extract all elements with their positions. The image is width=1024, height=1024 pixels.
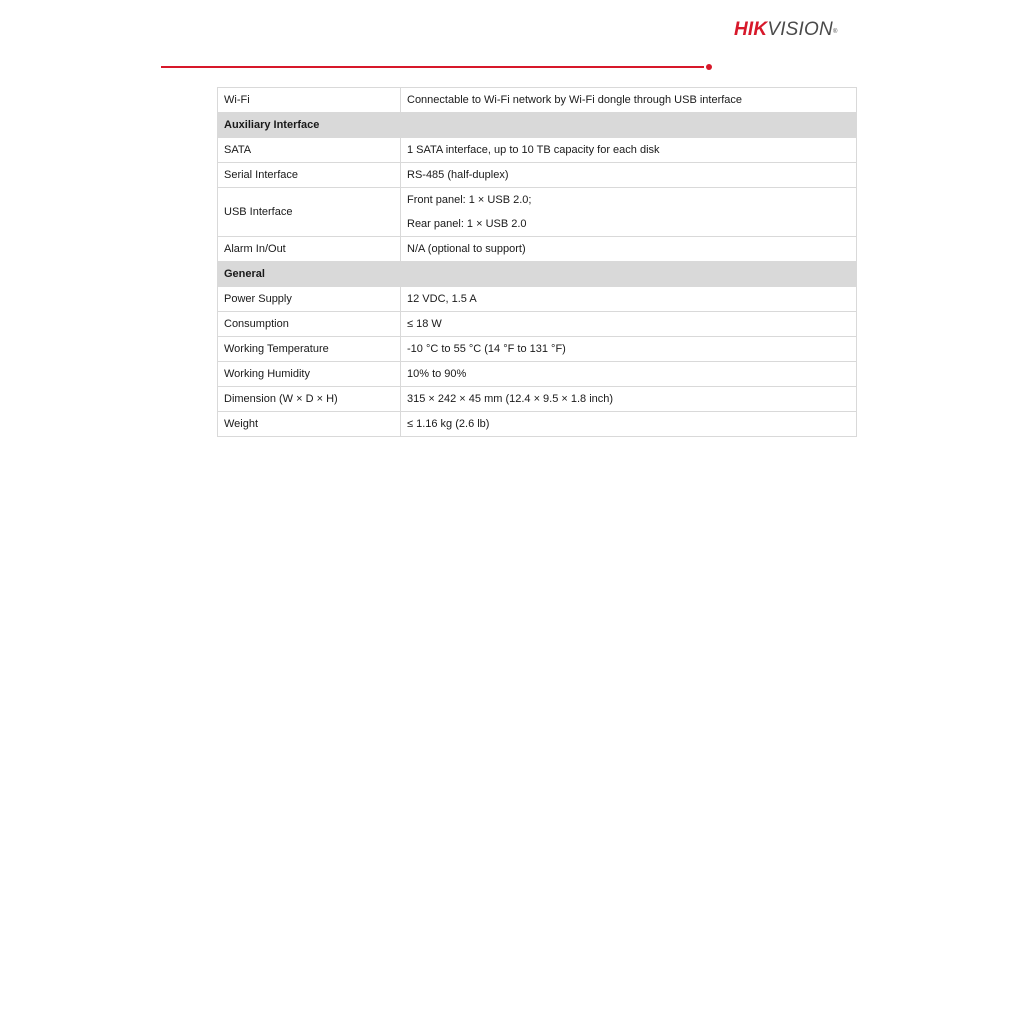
brand-logo-vision: VISION <box>767 19 833 40</box>
spec-value-multiline <box>401 188 857 237</box>
spec-row-wifi <box>218 88 857 113</box>
spec-label: Power Supply <box>218 287 401 312</box>
spec-value: 1 SATA interface, up to 10 TB capacity for each disk <box>401 138 857 163</box>
section-header-auxiliary <box>218 113 857 138</box>
spec-row-power <box>218 287 857 312</box>
spec-row-alarm <box>218 237 857 262</box>
spec-row-usb <box>218 188 857 237</box>
spec-value: ≤ 18 W <box>401 312 857 337</box>
spec-label: Consumption <box>218 312 401 337</box>
header-divider-dot <box>706 64 712 70</box>
spec-label: Alarm In/Out <box>218 237 401 262</box>
spec-value: Connectable to Wi-Fi network by Wi-Fi dongle through USB interface <box>401 88 857 113</box>
spec-value-front: Front panel: 1 × USB 2.0; <box>407 194 532 206</box>
spec-row-consumption <box>218 312 857 337</box>
spec-row-serial <box>218 163 857 188</box>
spec-row-humidity <box>218 362 857 387</box>
spec-value: 12 VDC, 1.5 A <box>401 287 857 312</box>
spec-value: 315 × 242 × 45 mm (12.4 × 9.5 × 1.8 inch) <box>401 387 857 412</box>
spec-row-weight <box>218 412 857 437</box>
spec-value: N/A (optional to support) <box>401 237 857 262</box>
spec-row-temperature <box>218 337 857 362</box>
spec-label: Weight <box>218 412 401 437</box>
spec-label: Wi-Fi <box>218 88 401 113</box>
spec-label: Working Temperature <box>218 337 401 362</box>
spec-value: -10 °C to 55 °C (14 °F to 131 °F) <box>401 337 857 362</box>
brand-logo-hik: HIK <box>734 19 768 40</box>
spec-row-sata <box>218 138 857 163</box>
registered-mark: ® <box>832 29 838 35</box>
spec-row-dimension <box>218 387 857 412</box>
section-header-general <box>218 262 857 287</box>
spec-value: ≤ 1.16 kg (2.6 lb) <box>401 412 857 437</box>
spec-label: SATA <box>218 138 401 163</box>
spec-label: Working Humidity <box>218 362 401 387</box>
section-title: Auxiliary Interface <box>218 113 857 138</box>
spec-label: Serial Interface <box>218 163 401 188</box>
spec-value: RS-485 (half-duplex) <box>401 163 857 188</box>
brand-logo <box>734 18 838 42</box>
spec-table <box>217 87 857 437</box>
spec-label: Dimension (W × D × H) <box>218 387 401 412</box>
section-title: General <box>218 262 857 287</box>
spec-value-rear: Rear panel: 1 × USB 2.0 <box>407 218 527 230</box>
spec-value: 10% to 90% <box>401 362 857 387</box>
header-divider <box>161 66 704 68</box>
spec-label: USB Interface <box>218 188 401 237</box>
